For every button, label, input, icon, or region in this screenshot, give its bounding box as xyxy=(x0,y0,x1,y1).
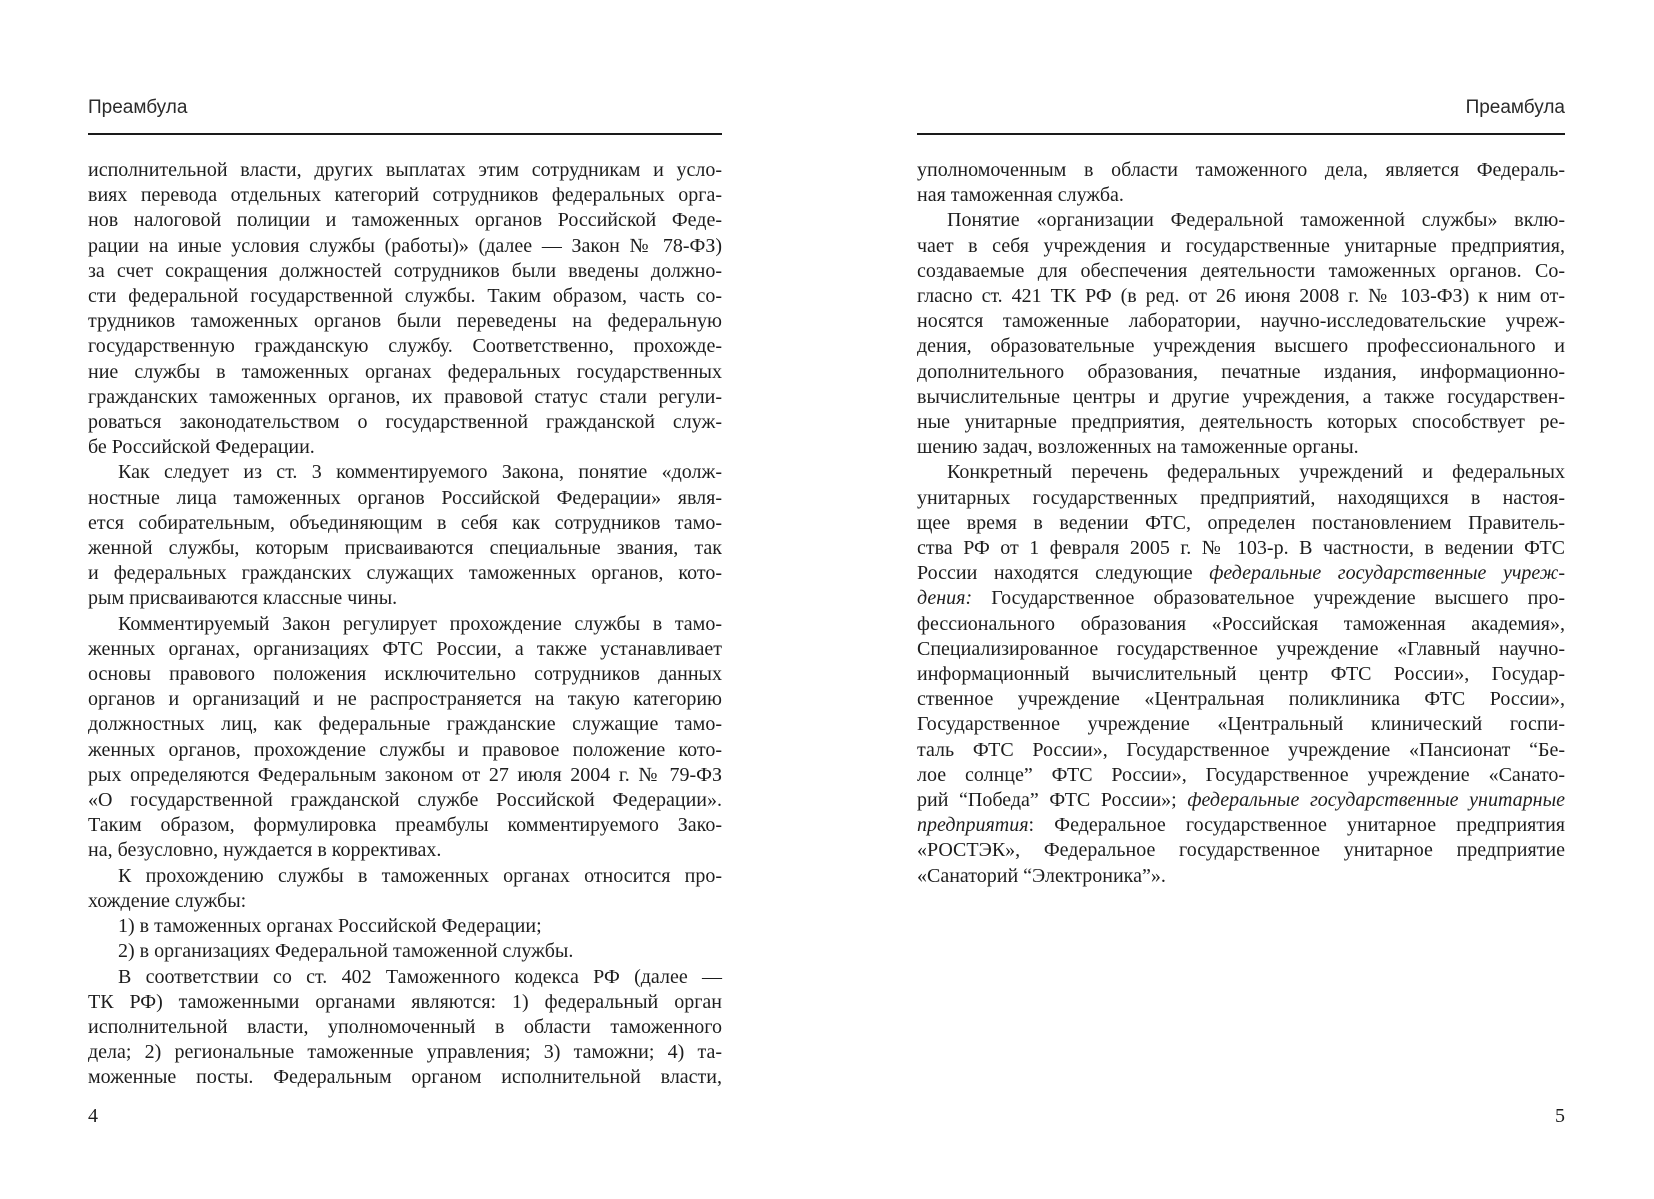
right-page xyxy=(917,0,1565,1199)
text-line: дополнительного образования, печатные издания, информационно- xyxy=(917,360,1565,383)
text-line: ные унитарные предприятия, деятельность которых способствует ре- xyxy=(917,411,1565,434)
text-line: носятся таможенные лаборатории, научно-исследовательские учреж- xyxy=(917,310,1565,333)
text-line: виях перевода отдельных категорий сотрудников федеральных орга- xyxy=(88,184,722,207)
left-page-body-text xyxy=(88,158,722,1091)
text-line: «О государственной гражданской службе Российской Федерации». xyxy=(88,789,722,812)
header-rule-right xyxy=(917,133,1565,135)
header-rule-left xyxy=(88,133,722,135)
text-line: государственную гражданскую службу. Соответственно, прохожде- xyxy=(88,335,722,358)
text-line: вычислительные центры и другие учреждения, а также государствен- xyxy=(917,385,1565,408)
text-line: бе Российской Федерации. xyxy=(88,436,315,459)
text-line: 2) в организациях Федеральной таможенной службы. xyxy=(118,940,574,963)
text-line: дения, образовательные учреждения высшего профессионального и xyxy=(917,335,1565,358)
text-line: трудников таможенных органов были переведены на федеральную xyxy=(88,310,722,333)
text-line: моженные посты. Федеральным органом исполнительной власти, xyxy=(88,1066,722,1089)
right-page-body-text xyxy=(917,158,1565,889)
text-line: «РОСТЭК», Федеральное государственное унитарное предприятие xyxy=(917,839,1565,862)
text-line: гласно ст. 421 ТК РФ (в ред. от 26 июня 2008 г. № 103-ФЗ) к ним от- xyxy=(917,285,1565,308)
text-line: чает в себя учреждения и государственные унитарные предприятия, xyxy=(917,234,1565,257)
text-line: Государственное учреждение «Центральный клинический госпи- xyxy=(917,713,1565,736)
text-line: дела; 2) региональные таможенные управления; 3) таможни; 4) та- xyxy=(88,1041,722,1064)
text-line: органов и организаций и не распространяется на такую категорию xyxy=(88,688,722,711)
text-line: рых определяются Федеральным законом от 27 июля 2004 г. № 79-ФЗ xyxy=(88,763,722,786)
text-line: ственное учреждение «Центральная поликлиника ФТС России», xyxy=(917,688,1565,711)
text-line: 1) в таможенных органах Российской Федерации; xyxy=(118,915,542,938)
text-line: Конкретный перечень федеральных учреждений и федеральных xyxy=(947,461,1565,484)
text-line: ние службы в таможенных органах федеральных государственных xyxy=(88,360,722,383)
text-line: России находятся следующие федеральные государственные учреж- xyxy=(917,562,1566,585)
left-page xyxy=(88,0,722,1199)
text-line: исполнительной власти, уполномоченный в области таможенного xyxy=(88,1015,722,1038)
text-line: создаваемые для обеспечения деятельности таможенных органов. Со- xyxy=(917,259,1565,282)
text-line: ностные лица таможенных органов Российской Федерации» явля- xyxy=(88,486,722,509)
text-line: должностных лиц, как федеральные гражданские служащие тамо- xyxy=(88,713,722,736)
text-line: Комментируемый Закон регулирует прохождение службы в тамо- xyxy=(118,612,722,635)
text-line: Таким образом, формулировка преамбулы комментируемого Зако- xyxy=(88,814,722,837)
text-line: Как следует из ст. 3 комментируемого Закона, понятие «долж- xyxy=(118,461,722,484)
text-line: «Санаторий “Электроника”». xyxy=(917,864,1166,887)
text-line: таль ФТС России», Государственное учреждение «Пансионат “Бе- xyxy=(917,738,1565,761)
text-line: уполномоченным в области таможенного дела, является Федераль- xyxy=(917,159,1565,181)
text-line: лое солнце” ФТС России», Государственное учреждение «Санато- xyxy=(917,763,1565,786)
text-line: роваться законодательством о государственной гражданской служ- xyxy=(88,411,722,434)
page-number-left: 4 xyxy=(88,1105,98,1127)
text-line: гражданских таможенных органов, их правовой статус стали регули- xyxy=(88,385,722,408)
page-number-right: 5 xyxy=(1555,1105,1565,1127)
running-header-left: Преамбула xyxy=(88,97,188,118)
text-line: основы правового положения исключительно сотрудников данных xyxy=(88,663,722,686)
text-line: хождение службы: xyxy=(88,889,247,912)
text-line: сти федеральной государственной службы. Таким образом, часть со- xyxy=(88,285,722,308)
text-line: шению задач, возложенных на таможенные органы. xyxy=(917,436,1359,459)
text-line: рым присваиваются классные чины. xyxy=(88,587,398,610)
text-line: Понятие «организации Федеральной таможенной службы» вклю- xyxy=(947,209,1565,232)
text-line: рации на иные условия службы (работы)» (далее — Закон № 78-ФЗ) xyxy=(88,234,722,257)
text-line: информационный вычислительный центр ФТС России», Государ- xyxy=(917,663,1565,686)
text-line: женных органов, прохождение службы и правовое положение кото- xyxy=(88,738,722,761)
text-line: на, безусловно, нуждается в коррективах. xyxy=(88,839,442,862)
text-line: предприятия: Федеральное государственное унитарное предприятия xyxy=(917,814,1565,837)
text-line: ства РФ от 1 февраля 2005 г. № 103-р. В частности, в ведении ФТС xyxy=(917,537,1565,560)
running-header-right: Преамбула xyxy=(1465,97,1565,118)
text-line: женных органах, организациях ФТС России, а также устанавливает xyxy=(88,637,722,660)
text-line: и федеральных гражданских служащих таможенных органов, кото- xyxy=(88,562,722,585)
text-line: Специализированное государственное учреждение «Главный научно- xyxy=(917,637,1565,660)
text-line: ная таможенная служба. xyxy=(917,184,1124,207)
text-line: женной службы, которым присваиваются специальные звания, так xyxy=(88,537,722,560)
text-line: В соответствии со ст. 402 Таможенного кодекса РФ (далее — xyxy=(118,965,722,988)
text-line: исполнительной власти, других выплатах этим сотрудникам и усло- xyxy=(88,159,722,181)
text-line: дения: Государственное образовательное учреждение высшего про- xyxy=(917,587,1565,610)
text-line: рий “Победа” ФТС России»; федеральные государственные унитарные xyxy=(917,789,1566,812)
text-line: ется собирательным, объединяющим в себя как сотрудников тамо- xyxy=(88,511,722,534)
text-line: ТК РФ) таможенными органами являются: 1) федеральный орган xyxy=(88,990,722,1013)
text-line: нов налоговой полиции и таможенных органов Российской Феде- xyxy=(88,209,722,232)
text-line: фессионального образования «Российская таможенная академия», xyxy=(917,612,1565,635)
text-line: К прохождению службы в таможенных органах относится про- xyxy=(118,864,722,887)
text-line: унитарных государственных предприятий, находящихся в настоя- xyxy=(917,486,1565,509)
text-line: за счет сокращения должностей сотрудников были введены должно- xyxy=(88,259,722,282)
text-line: щее время в ведении ФТС, определен постановлением Правитель- xyxy=(917,511,1565,534)
